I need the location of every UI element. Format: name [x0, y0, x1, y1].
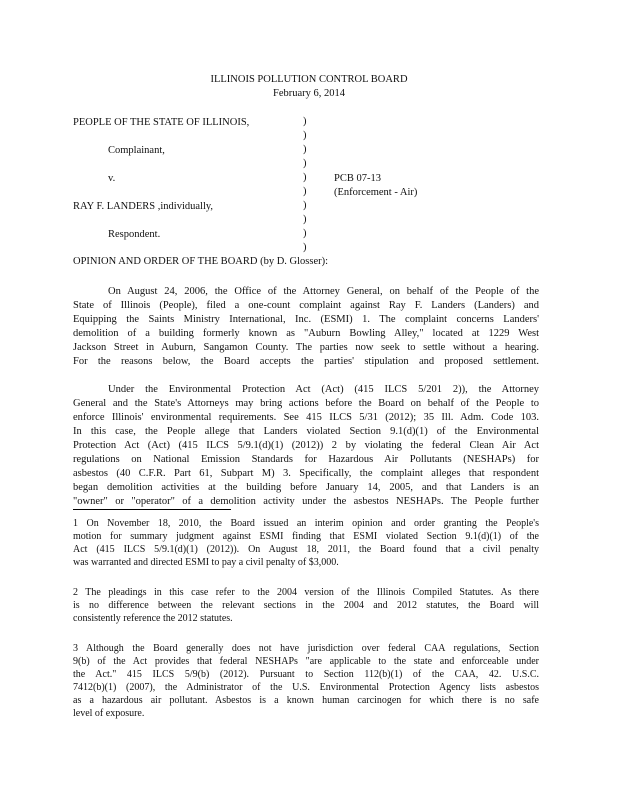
footnote-line: was warranted and directed ESMI to pay a civil penalty of $3,000. — [73, 557, 339, 568]
paragraph-line: began demolition activities at the building before January 14, 2005, and that Landers is an — [73, 482, 539, 493]
caption-respondent-name: RAY F. LANDERS ,individually, — [73, 201, 214, 212]
paragraph-line: Jackson Street in Auburn, Sangamon County. The parties now seek to settle without a hearing. — [73, 342, 539, 353]
caption-paren: ) — [303, 200, 307, 211]
caption-paren: ) — [303, 242, 307, 253]
footnote-line: as a hazardous air pollutant. Asbestos is a known human carcinogen for which there is no safe — [73, 695, 539, 706]
paragraph-line: regulations on National Emission Standards for Hazardous Air Pollutants (NESHAPs) for — [73, 454, 539, 465]
caption-versus: v. — [108, 173, 116, 184]
paragraph-line: Equipping the Saints Ministry International, Inc. (ESMI) 1. The complaint concerns Landers' — [73, 314, 539, 325]
case-number: PCB 07-13 — [334, 173, 381, 184]
opinion-heading: OPINION AND ORDER OF THE BOARD (by D. Glosser): — [73, 256, 329, 267]
opinion-date: February 6, 2014 — [272, 88, 346, 99]
paragraph-line: asbestos (40 C.F.R. Part 61, Subpart M) 3. Specifically, the complaint alleges that respondent — [73, 468, 539, 479]
footnote-line: 7412(b)(1) (2007), the Administrator of the U.S. Environmental Protection Agency lists asbestos — [73, 682, 539, 693]
paragraph-line: "owner" or "operator" of a demolition activity under the asbestos NESHAPs. The People further — [73, 496, 539, 507]
caption-paren: ) — [303, 116, 307, 127]
footnote-line: motion for summary judgment against ESMI finding that ESMI violated Section 9.1(d)(1) of the — [73, 531, 539, 542]
caption-paren: ) — [303, 214, 307, 225]
paragraph-line: On August 24, 2006, the Office of the Attorney General, on behalf of the People of the — [108, 286, 539, 297]
footnote-line: Act (415 ILCS 5/9.1(d)(1) (2012)). On August 18, 2011, the Board found that a civil penalty — [73, 544, 539, 555]
paragraph-line: enforce Illinois' environmental requirements. See 415 ILCS 5/31 (2012); 35 Ill. Adm. Code 103. — [73, 412, 539, 423]
footnote-divider — [73, 509, 231, 510]
footnote-line: 3 Although the Board generally does not have jurisdiction over federal CAA regulations, Section — [73, 643, 539, 654]
paragraph-line: General and the State's Attorneys may bring actions before the Board on behalf of the People to — [73, 398, 539, 409]
caption-respondent: Respondent. — [108, 229, 161, 240]
caption-paren: ) — [303, 130, 307, 141]
paragraph-line: In this case, the People allege that Landers violated Section 9.1(d)(1) of the Environmental — [73, 426, 539, 437]
board-title: ILLINOIS POLLUTION CONTROL BOARD — [210, 74, 408, 85]
caption-paren: ) — [303, 186, 307, 197]
paragraph-line: For the reasons below, the Board accepts the parties' stipulation and proposed settlement. — [73, 356, 539, 367]
paragraph-line: State of Illinois (People), filed a one-count complaint against Ray F. Landers (Landers) and — [73, 300, 539, 311]
footnote-line: is no difference between the relevant sections in the 2004 and 2012 statutes, the Board will — [73, 600, 539, 611]
caption-people: PEOPLE OF THE STATE OF ILLINOIS, — [73, 117, 250, 128]
case-type: (Enforcement - Air) — [334, 187, 418, 198]
footnote-line: 2 The pleadings in this case refer to the 2004 version of the Illinois Compiled Statutes. As there — [73, 587, 539, 598]
paragraph-line: Under the Environmental Protection Act (Act) (415 ILCS 5/201 2)), the Attorney — [108, 384, 539, 395]
footnote-line: 1 On November 18, 2010, the Board issued an interim opinion and order granting the People's — [73, 518, 539, 529]
paragraph-line: demolition of a building formerly known as "Auburn Bowling Alley," located at 1229 West — [73, 328, 539, 339]
caption-paren: ) — [303, 144, 307, 155]
caption-paren: ) — [303, 172, 307, 183]
footnote-line: 9(b) of the Act provides that federal NESHAPs "are applicable to the state and enforceable under — [73, 656, 539, 667]
footnote-line: consistently reference the 2012 statutes. — [73, 613, 233, 624]
paragraph-line: Protection Act (Act) (415 ILCS 5/9.1(d)(1) (2012)) 2 by violating the federal Clean Air Act — [73, 440, 539, 451]
caption-complainant: Complainant, — [108, 145, 165, 156]
footnote-line: the Act." 415 ILCS 5/9(b) (2012). Pursuant to Section 112(b)(1) of the CAA, 42. U.S.C. — [73, 669, 539, 680]
footnote-line: level of exposure. — [73, 708, 145, 719]
caption-paren: ) — [303, 158, 307, 169]
caption-paren: ) — [303, 228, 307, 239]
